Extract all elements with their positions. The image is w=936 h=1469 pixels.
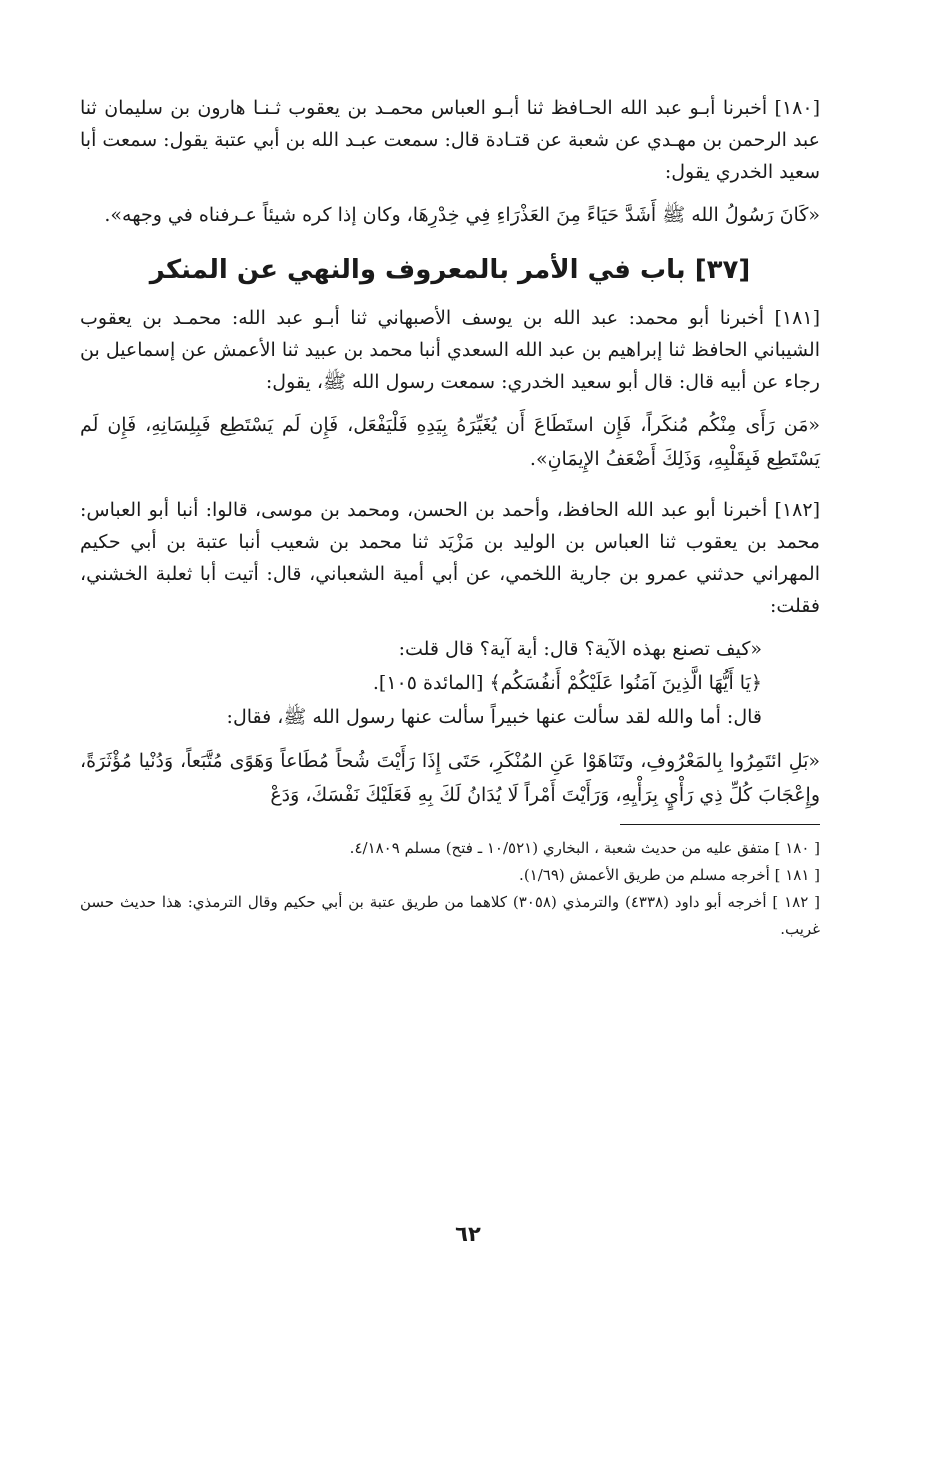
footnote-181: [ ١٨١ ] أخرجه مسلم من طريق الأعمش (١/٦٩). [519,866,820,884]
chapter-heading: [٣٧] باب في الأمر بالمعروف والنهي عن المنكر [149,255,751,285]
hadith-180-text: «كَانَ رَسُولُ الله ﷺ أَشَدَّ حَيَاءً مِنَ العَذْرَاءِ فِي خِدْرِهَا، وكان إذا كره شيئاً عـرفناه في وجهه». [104,204,820,226]
footnote-180: [ ١٨٠ ] متفق عليه من حديث شعبة ، البخاري (١٠/٥٢١ ـ فتح) مسلم ٤/١٨٠٩. [349,839,820,857]
hadith-181-chain: [١٨١] أخبرنا أبو محمد: عبد الله بن يوسف الأصبهاني ثنا أبـو عبد الله: محمـد بن يعقوب الشيباني الحافظ ثنا إبراهيم بن عبد الله السعدي أنبا محمد بن عبيد ثنا الأعمش عن إسماعيل بن رجاء عن أبيه قال: قال أبو سعيد الخدري: سمعت رسول الله ﷺ، يقول: [80,307,820,393]
hadith-182-chain: [١٨٢] أخبرنا أبو عبد الله الحافظ، وأحمد بن الحسن، ومحمد بن موسى، قالوا: أنبا أبو العباس: محمد بن يعقوب ثنا العباس بن الوليد بن مَزْيَد ثنا محمد بن شعيب أنبا عتبة بن أبي حكيم المهراني حدثني عمرو بن جارية اللخمي، عن أبي أمية الشعباني، قال: أتيت أبا ثعلبة الخشني، فقلت: [80,499,820,617]
hadith-182-answer: قال: أما والله لقد سألت عنها خبيراً سألت عنها رسول الله ﷺ، فقال: [226,706,762,728]
footnotes [80,835,820,943]
hadith-181-text: «مَن رَأَى مِنْكُم مُنكَراً، فَإِن استَطَاعَ أَن يُغَيِّرَهُ بِيَدِهِ فَلْيَفْعَل، فَإِن لَم يَسْتَطِع فَبِلِسَانِهِ، فَإِن لَم يَسْتَطِع فَبِقَلْبِهِ، وَذَلِكَ أَضْعَفُ الإِيمَانِ». [80,414,820,470]
quran-verse: ﴿يَا أَيُّهَا الَّذِينَ آمَنُوا عَلَيْكُمْ أَنفُسَكُم﴾ [المائدة ١٠٥]. [372,672,762,694]
hadith-182-text: «بَلِ ائتَمِرُوا بِالمَعْرُوفِ، وتَنَاهَوْا عَنِ المُنْكَرِ، حَتَى إِذَا رَأَيْتَ شُحاً مُطَاعاً وَهَوًى مُتَّبَعاً، وَدُنْيا مُؤْثَرَةً، وإِعْجَابَ كُلِّ ذِي رَأْيٍ بِرَأْيِهِ، وَرَأَيْتَ أَمْراً لَا يُدَانُ لَكَ بِهِ فَعَلَيْكَ نَفْسَكَ، وَدَعْ [80,750,820,806]
page-number: ٦٢ [455,1222,481,1246]
hadith-182-question: «كيف تصنع بهذه الآية؟ قال: أية آية؟ قال قلت: [398,638,762,660]
footnote-divider [620,824,820,825]
page-body [80,92,820,943]
footnote-182: [ ١٨٢ ] أخرجه أبو داود (٤٣٣٨) والترمذي (٣٠٥٨) كلاهما من طريق عتبة بن أبي حكيم وقال الترمذي: هذا حديث حسن غريب. [80,893,820,938]
hadith-180-chain: [١٨٠] أخبرنا أبـو عبد الله الحـافظ ثنا أبـو العباس محمـد بن يعقوب ثـنـا هارون بن سليمان ثنا عبد الرحمن بن مهـدي عن شعبة عن قتـادة قال: سمعت عبـد الله بن أبي عتبة يقول: سمعت أبا سعيد الخدري يقول: [80,97,820,183]
